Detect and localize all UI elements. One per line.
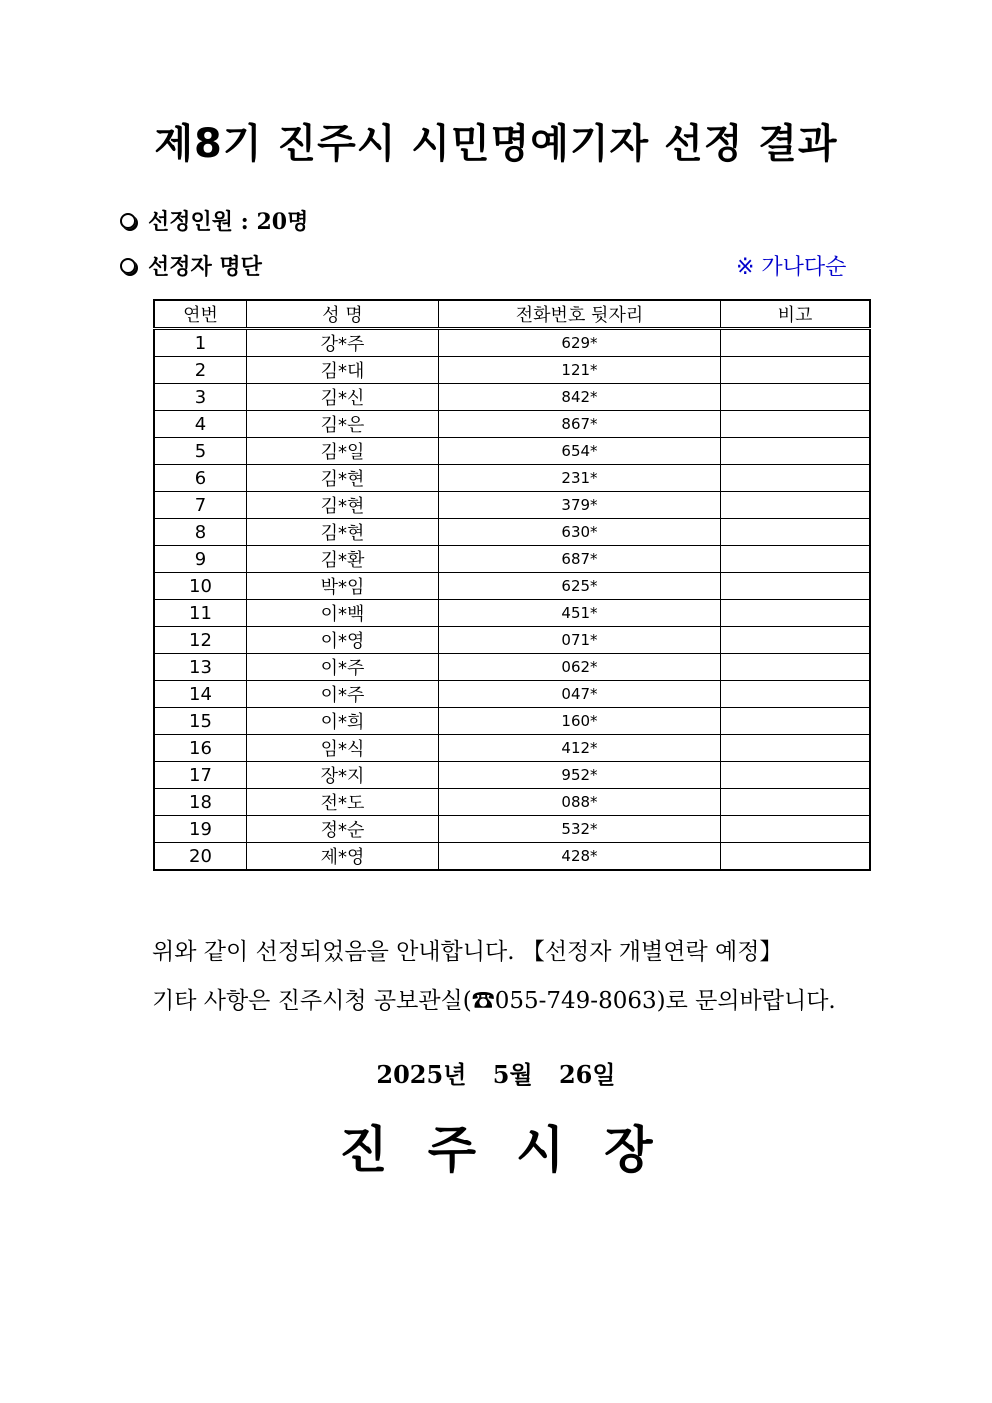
- cell-number: 6: [154, 465, 247, 492]
- circle-bullet-icon: [120, 258, 136, 274]
- cell-name: 김*은: [247, 411, 439, 438]
- notice-line-2: 기타 사항은 진주시청 공보관실(☎055-749-8063)로 문의바랍니다.: [152, 988, 836, 1014]
- cell-name: 이*주: [247, 654, 439, 681]
- cell-name: 박*임: [247, 573, 439, 600]
- cell-phone: 532*: [439, 816, 721, 843]
- cell-note: [721, 627, 871, 654]
- cell-name: 이*백: [247, 600, 439, 627]
- cell-note: [721, 573, 871, 600]
- cell-name: 김*대: [247, 357, 439, 384]
- cell-note: [721, 465, 871, 492]
- table-row: [154, 600, 870, 627]
- cell-name: 김*환: [247, 546, 439, 573]
- table-row: [154, 465, 870, 492]
- order-note: ※ 가나다순: [736, 255, 847, 280]
- table-row: [154, 546, 870, 573]
- cell-phone: 630*: [439, 519, 721, 546]
- table-header-row: [154, 300, 870, 329]
- cell-phone: 412*: [439, 735, 721, 762]
- cell-note: [721, 384, 871, 411]
- cell-phone: 047*: [439, 681, 721, 708]
- header-phone: 전화번호 뒷자리: [439, 300, 721, 329]
- cell-note: [721, 546, 871, 573]
- cell-number: 13: [154, 654, 247, 681]
- cell-name: 임*식: [247, 735, 439, 762]
- cell-number: 19: [154, 816, 247, 843]
- cell-note: [721, 735, 871, 762]
- cell-phone: 654*: [439, 438, 721, 465]
- cell-note: [721, 843, 871, 871]
- cell-name: 정*순: [247, 816, 439, 843]
- cell-number: 16: [154, 735, 247, 762]
- table-row: [154, 519, 870, 546]
- cell-phone: 088*: [439, 789, 721, 816]
- cell-number: 1: [154, 329, 247, 357]
- list-heading-text: 선정자 명단: [148, 254, 262, 280]
- table-row: [154, 789, 870, 816]
- table-row: [154, 627, 870, 654]
- cell-name: 장*지: [247, 762, 439, 789]
- table-row: [154, 438, 870, 465]
- cell-phone: 071*: [439, 627, 721, 654]
- table-row: [154, 762, 870, 789]
- selected-count-text: 선정인원 : 20명: [148, 209, 309, 235]
- table-row: [154, 654, 870, 681]
- cell-note: [721, 816, 871, 843]
- cell-number: 12: [154, 627, 247, 654]
- cell-number: 17: [154, 762, 247, 789]
- cell-phone: 842*: [439, 384, 721, 411]
- table-row: [154, 573, 870, 600]
- header-note: 비고: [721, 300, 871, 329]
- cell-number: 2: [154, 357, 247, 384]
- cell-phone: 451*: [439, 600, 721, 627]
- cell-name: 제*영: [247, 843, 439, 871]
- cell-phone: 952*: [439, 762, 721, 789]
- header-name: 성 명: [247, 300, 439, 329]
- cell-phone: 625*: [439, 573, 721, 600]
- cell-note: [721, 411, 871, 438]
- cell-number: 20: [154, 843, 247, 871]
- header-number: 연번: [154, 300, 247, 329]
- cell-name: 김*현: [247, 465, 439, 492]
- table-row: [154, 411, 870, 438]
- cell-phone: 062*: [439, 654, 721, 681]
- mayor-signature: 진주시장: [339, 1121, 693, 1179]
- table-row: [154, 492, 870, 519]
- cell-phone: 687*: [439, 546, 721, 573]
- issue-date: 2025년 5월 26일: [376, 1060, 616, 1089]
- cell-number: 10: [154, 573, 247, 600]
- cell-number: 9: [154, 546, 247, 573]
- cell-number: 11: [154, 600, 247, 627]
- cell-number: 18: [154, 789, 247, 816]
- cell-number: 8: [154, 519, 247, 546]
- cell-phone: 231*: [439, 465, 721, 492]
- cell-phone: 629*: [439, 329, 721, 357]
- cell-note: [721, 681, 871, 708]
- cell-note: [721, 492, 871, 519]
- cell-number: 4: [154, 411, 247, 438]
- cell-name: 강*주: [247, 329, 439, 357]
- cell-name: 전*도: [247, 789, 439, 816]
- cell-note: [721, 654, 871, 681]
- cell-name: 김*신: [247, 384, 439, 411]
- cell-phone: 160*: [439, 708, 721, 735]
- table-row: [154, 357, 870, 384]
- cell-note: [721, 708, 871, 735]
- cell-note: [721, 357, 871, 384]
- document-title: 제8기 진주시 시민명예기자 선정 결과: [154, 121, 838, 167]
- cell-name: 김*일: [247, 438, 439, 465]
- cell-note: [721, 762, 871, 789]
- cell-number: 5: [154, 438, 247, 465]
- cell-name: 김*현: [247, 492, 439, 519]
- roster-table: [153, 299, 871, 871]
- list-heading-line: [120, 250, 262, 281]
- table-row: [154, 735, 870, 762]
- selected-count-line: [120, 205, 308, 236]
- table-row: [154, 681, 870, 708]
- cell-note: [721, 789, 871, 816]
- cell-note: [721, 438, 871, 465]
- table-row: [154, 329, 870, 357]
- cell-name: 이*영: [247, 627, 439, 654]
- table-row: [154, 708, 870, 735]
- circle-bullet-icon: [120, 213, 136, 229]
- cell-name: 이*희: [247, 708, 439, 735]
- table-row: [154, 843, 870, 871]
- cell-phone: 867*: [439, 411, 721, 438]
- table-row: [154, 816, 870, 843]
- cell-note: [721, 600, 871, 627]
- cell-number: 15: [154, 708, 247, 735]
- cell-note: [721, 329, 871, 357]
- cell-note: [721, 519, 871, 546]
- cell-phone: 428*: [439, 843, 721, 871]
- roster-body: [154, 329, 870, 871]
- cell-name: 이*주: [247, 681, 439, 708]
- cell-number: 3: [154, 384, 247, 411]
- cell-phone: 379*: [439, 492, 721, 519]
- notice-line-1: 위와 같이 선정되었음을 안내합니다. 【선정자 개별연락 예정】: [152, 939, 783, 965]
- cell-name: 김*현: [247, 519, 439, 546]
- cell-number: 7: [154, 492, 247, 519]
- cell-phone: 121*: [439, 357, 721, 384]
- cell-number: 14: [154, 681, 247, 708]
- table-row: [154, 384, 870, 411]
